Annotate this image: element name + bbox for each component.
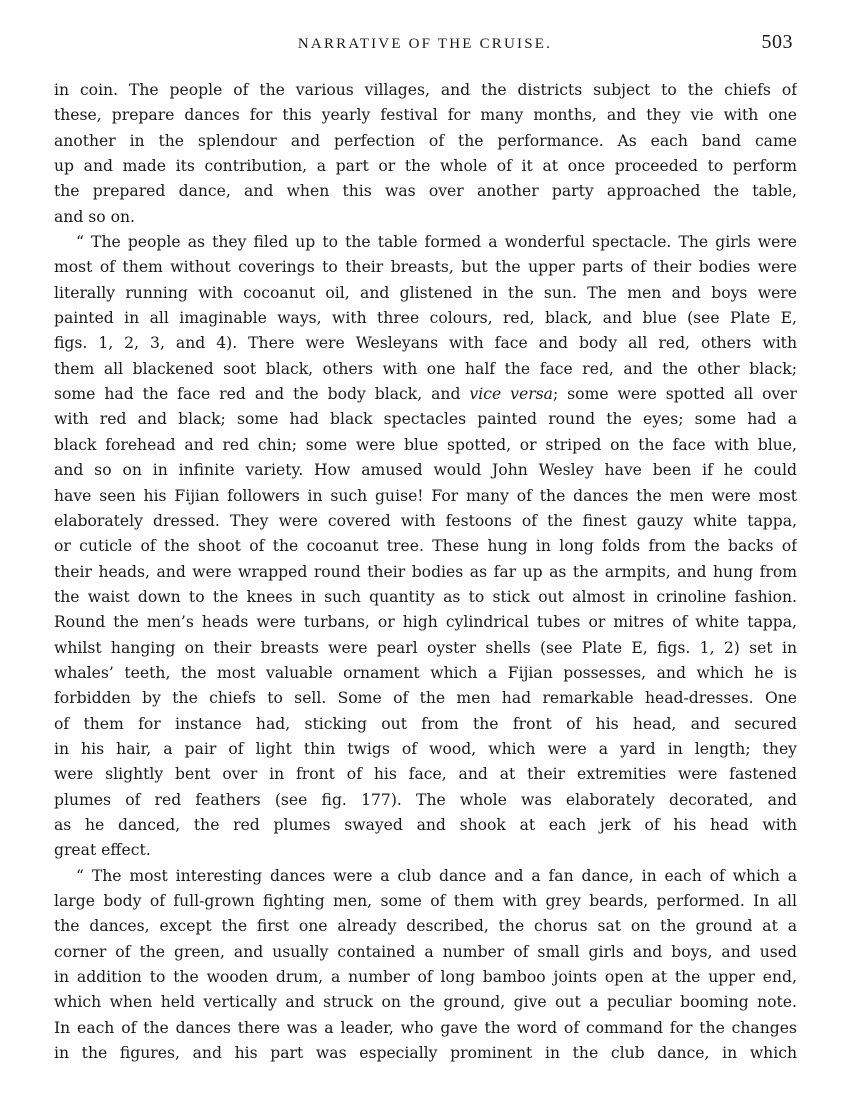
text-line-italic <box>54 382 797 407</box>
text-line: have seen his Fijian followers in such guise! For many of the dances the men were most <box>54 486 797 505</box>
text-line: literally running with cocoanut oil, and glistened in the sun. The men and boys were <box>54 283 797 302</box>
text-line: whales’ teeth, the most valuable ornament which a Fijian possesses, and which he is <box>54 663 797 682</box>
text-line: up and made its contribution, a part or the whole of it at once proceeded to perform <box>54 157 797 176</box>
text-line: with red and black; some had black spectacles painted round the eyes; some had a <box>54 410 797 429</box>
text-line: black forehead and red chin; some were blue spotted, or striped on the face with blue, <box>54 435 797 454</box>
text-line: most of them without coverings to their breasts, but the upper parts of their bodies were <box>54 258 797 277</box>
text-line: which when held vertically and struck on the ground, give out a peculiar booming note. <box>54 993 797 1012</box>
text-line: figs. 1, 2, 3, and 4). There were Wesleyans with face and body all red, others with <box>54 334 797 353</box>
italic-line-before: some had the face red and the body black, and <box>54 385 470 404</box>
italic-line-after: ; some were spotted all over <box>552 385 797 404</box>
text-line: large body of full-grown fighting men, some of them with grey beards, performed. In all <box>54 892 797 910</box>
text-line: “ The most interesting dances were a club dance and a fan dance, in each of which a <box>76 866 797 885</box>
text-line: in his hair, a pair of light thin twigs of wood, which were a yard in length; they <box>54 739 797 758</box>
italic-phrase: vice versa <box>469 385 553 404</box>
text-line: were slightly bent over in front of his face, and at their extremities were fastened <box>54 765 797 784</box>
text-line: in coin. The people of the various villages, and the districts subject to the chiefs of <box>54 81 797 99</box>
text-line: the waist down to the knees in such quantity as to stick out almost in crinoline fashion. <box>54 587 797 606</box>
body-text <box>54 78 797 1066</box>
text-line: painted in all imaginable ways, with three colours, red, black, and blue (see Plate E, <box>54 309 797 328</box>
text-line: great effect. <box>54 841 151 860</box>
running-title: NARRATIVE OF THE CRUISE. <box>297 36 553 52</box>
text-line: or cuticle of the shoot of the cocoanut tree. These hung in long folds from the backs of <box>54 537 797 556</box>
text-line: the prepared dance, and when this was over another party approached the table, <box>54 182 797 201</box>
text-line: them all blackened soot black, others with one half the face red, and the other black; <box>54 359 797 378</box>
text-line: the dances, except the first one already described, the chorus sat on the ground at a <box>54 917 797 936</box>
running-header <box>0 31 850 57</box>
page-number: 503 <box>761 31 793 53</box>
text-line: corner of the green, and usually contained a number of small girls and boys, and used <box>54 942 797 961</box>
text-line: plumes of red feathers (see fig. 177). The whole was elaborately decorated, and <box>54 790 797 809</box>
text-line: and so on in infinite variety. How amused would John Wesley have been if he could <box>54 461 797 480</box>
text-line: as he danced, the red plumes swayed and shook at each jerk of his head with <box>54 815 797 834</box>
text-line: another in the splendour and perfection of the performance. As each band came <box>54 131 797 150</box>
text-line: their heads, and were wrapped round their bodies as far up as the armpits, and hung from <box>54 562 797 581</box>
text-line: these, prepare dances for this yearly festival for many months, and they vie with one <box>54 106 797 125</box>
text-line: “ The people as they filed up to the table formed a wonderful spectacle. The girls were <box>76 233 797 252</box>
text-line: and so on. <box>54 207 136 226</box>
text-line: forbidden by the chiefs to sell. Some of the men had remarkable head-dresses. One <box>54 689 797 708</box>
text-line: in addition to the wooden drum, a number of long bamboo joints open at the upper end, <box>54 968 797 987</box>
text-line: In each of the dances there was a leader, who gave the word of command for the changes <box>54 1018 797 1037</box>
text-line: in the figures, and his part was especially prominent in the club dance, in which <box>54 1044 797 1063</box>
text-line: elaborately dressed. They were covered with festoons of the finest gauzy white tappa, <box>54 511 797 530</box>
text-line: whilst hanging on their breasts were pearl oyster shells (see Plate E, figs. 1, 2) set in <box>54 638 797 657</box>
text-line: Round the men’s heads were turbans, or high cylindrical tubes or mitres of white tappa, <box>54 613 797 632</box>
text-line: of them for instance had, sticking out from the front of his head, and secured <box>54 714 797 733</box>
